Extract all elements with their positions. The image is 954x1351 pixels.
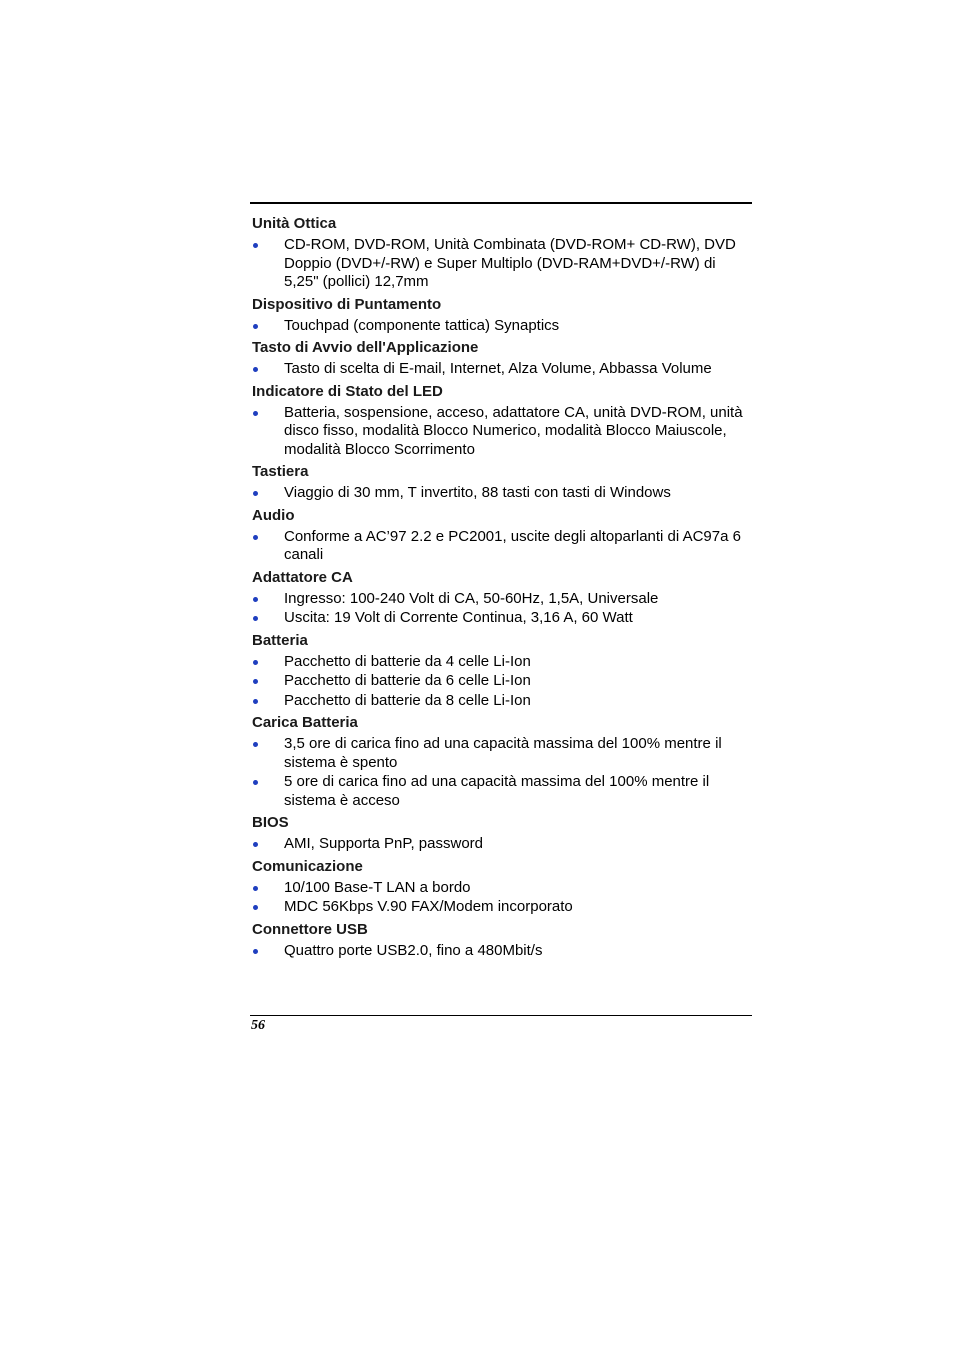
section-heading: Connettore USB: [252, 920, 368, 938]
section-heading: Dispositivo di Puntamento: [252, 295, 442, 313]
bottom-rule: [250, 1015, 752, 1016]
section-heading: Adattatore CA: [252, 568, 353, 586]
bullet-list: [252, 484, 748, 503]
top-rule: [250, 202, 752, 204]
list-item-text: AMI, Supporta PnP, password: [284, 835, 483, 852]
bullet-icon: [253, 842, 258, 847]
list-item-text: Uscita: 19 Volt di Corrente Continua, 3,16 A, 60 Watt: [284, 609, 633, 626]
section-heading: Batteria: [252, 631, 308, 649]
list-item: [252, 773, 748, 810]
section-heading: Comunicazione: [252, 857, 363, 875]
list-item: [252, 528, 748, 565]
bullet-list: [252, 590, 748, 628]
list-item-text: Tasto di scelta di E-mail, Internet, Alza Volume, Abbassa Volume: [284, 360, 712, 377]
bullet-list: [252, 653, 748, 711]
section-heading: BIOS: [252, 814, 289, 831]
list-item: [252, 692, 748, 711]
bullet-icon: [253, 367, 258, 372]
bullet-icon: [253, 660, 258, 665]
list-item: [252, 879, 748, 898]
list-item-text: Batteria, sospensione, acceso, adattatore CA, unità DVD-ROM, unità disco fisso, modalità Blocco Numerico, modalità Blocco Maiuscole, modalità Blocco Scorrimento: [284, 403, 743, 458]
list-item: [252, 590, 748, 609]
bullet-icon: [253, 780, 258, 785]
list-item-text: CD-ROM, DVD-ROM, Unità Combinata (DVD-ROM+ CD-RW), DVD Doppio (DVD+/-RW) e Super Multiplo (DVD-RAM+DVD+/-RW) di 5,25" (pollici) 12,7mm: [284, 236, 736, 290]
list-item-text: Conforme a AC’97 2.2 e PC2001, uscite degli altoparlanti di AC97a 6 canali: [284, 527, 741, 563]
bullet-list: [252, 735, 748, 810]
list-item-text: Pacchetto di batterie da 6 celle Li-Ion: [284, 672, 531, 689]
list-item-text: 10/100 Base-T LAN a bordo: [284, 878, 471, 896]
list-item: [252, 317, 748, 336]
list-item-text: 3,5 ore di carica fino ad una capacità massima del 100% mentre il sistema è spento: [284, 735, 722, 771]
list-item-text: Pacchetto di batterie da 4 celle Li-Ion: [284, 652, 531, 670]
bullet-icon: [253, 243, 258, 248]
bullet-list: [252, 317, 748, 336]
list-item-text: Touchpad (componente tattica) Synaptics: [284, 316, 560, 334]
bullet-icon: [253, 491, 258, 496]
bullet-icon: [253, 324, 258, 329]
bullet-list: [252, 404, 748, 460]
list-item: [252, 609, 748, 628]
bullet-list: [252, 942, 748, 961]
list-item-text: 5 ore di carica fino ad una capacità massima del 100% mentre il sistema è acceso: [284, 773, 710, 809]
section-heading: Tasto di Avvio dell'Applicazione: [252, 339, 479, 356]
section-heading: Unità Ottica: [252, 215, 337, 232]
section-heading: Indicatore di Stato del LED: [252, 382, 443, 400]
list-item: [252, 898, 748, 917]
list-item: [252, 835, 748, 854]
bullet-icon: [253, 411, 258, 416]
bullet-icon: [253, 742, 258, 747]
bullet-list: [252, 236, 748, 292]
list-item: [252, 484, 748, 503]
section-heading: Audio: [252, 506, 295, 524]
list-item: [252, 404, 748, 460]
page-number: 56: [251, 1018, 265, 1033]
bullet-list: [252, 528, 748, 565]
list-item-text: Viaggio di 30 mm, T invertito, 88 tasti con tasti di Windows: [284, 484, 671, 501]
bullet-icon: [253, 597, 258, 602]
list-item: [252, 360, 748, 379]
spec-content: [252, 214, 748, 963]
bullet-icon: [253, 616, 258, 621]
list-item-text: MDC 56Kbps V.90 FAX/Modem incorporato: [284, 898, 573, 915]
bullet-icon: [253, 679, 258, 684]
bullet-list: [252, 879, 748, 917]
list-item: [252, 672, 748, 691]
section-heading: Carica Batteria: [252, 714, 358, 731]
bullet-list: [252, 835, 748, 854]
bullet-icon: [253, 535, 258, 540]
bullet-icon: [253, 905, 258, 910]
list-item: [252, 942, 748, 961]
bullet-icon: [253, 699, 258, 704]
section-heading: Tastiera: [252, 463, 309, 480]
bullet-icon: [253, 949, 258, 954]
list-item: [252, 236, 748, 292]
list-item: [252, 653, 748, 672]
list-item: [252, 735, 748, 772]
list-item-text: Quattro porte USB2.0, fino a 480Mbit/s: [284, 941, 543, 959]
bullet-list: [252, 360, 748, 379]
bullet-icon: [253, 886, 258, 891]
list-item-text: Pacchetto di batterie da 8 celle Li-Ion: [284, 691, 531, 709]
list-item-text: Ingresso: 100-240 Volt di CA, 50-60Hz, 1,5A, Universale: [284, 589, 659, 607]
